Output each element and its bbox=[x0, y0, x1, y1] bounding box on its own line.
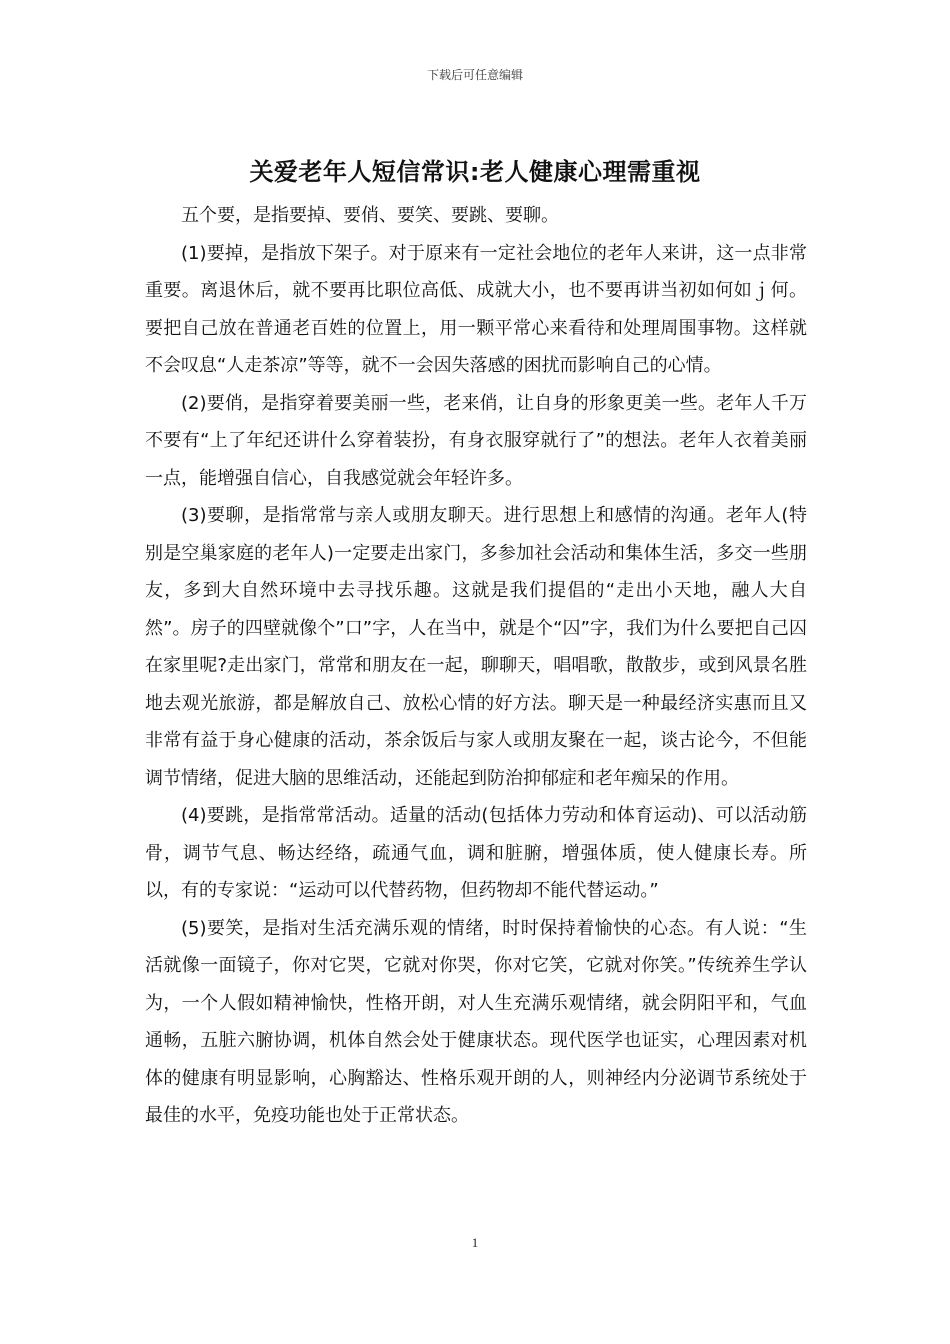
document-title: 关爱老年人短信常识:老人健康心理需重视 bbox=[249, 158, 701, 186]
page-number: 1 bbox=[471, 1235, 479, 1250]
paragraph-1: (1)要掉，是指放下架子。对于原来有一定社会地位的老年人来讲，这一点非常重要。离退休后，就不要再比职位高低、成就大小，也不要再讲当初如何如ｊ何。要把自己放在普通老百姓的位置上，用一颗平常心来看待和处理周围事物。这样就不会叹息“人走茶凉”等等，就不一会因失落感的困扰而影响自己的心情。 bbox=[145, 242, 807, 376]
document-body bbox=[145, 197, 807, 1135]
paragraph-2: (2)要俏，是指穿着要美丽一些，老来俏，让自身的形象更美一些。老年人千万不要有“上了年纪还讲什么穿着装扮，有身衣服穿就行了”的想法。老年人衣着美丽一点，能增强自信心，自我感觉就会年轻许多。 bbox=[145, 392, 807, 489]
paragraph-4: (4)要跳，是指常常活动。适量的活动(包括体力劳动和体育运动)、可以活动筋骨，调节气息、畅达经络，疏通气血，调和脏腑，增强体质，使人健康长寿。所以，有的专家说：“运动可以代替药物，但药物却不能代替运动。” bbox=[145, 805, 807, 901]
header-note: 下载后可任意编辑 bbox=[426, 68, 523, 82]
paragraph-5: (5)要笑，是指对生活充满乐观的情绪，时时保持着愉快的心态。有人说：“生活就像一面镜子，你对它哭，它就对你哭，你对它笑，它就对你笑。”传统养生学认为，一个人假如精神愉快，性格开朗，对人生充满乐观情绪，就会阴阳平和，气血通畅，五脏六腑协调，机体自然会处于健康状态。现代医学也证实，心理因素对机体的健康有明显影响，心胸豁达、性格乐观开朗的人，则神经内分泌调节系统处于最佳的水平，免疫功能也处于正常状态。 bbox=[145, 917, 807, 1126]
paragraph-3: (3)要聊，是指常常与亲人或朋友聊天。进行思想上和感情的沟通。老年人(特别是空巢家庭的老年人)一定要走出家门，多参加社会活动和集体生活，多交一些朋友，多到大自然环境中去寻找乐趣。这就是我们提倡的“走出小天地，融人大自然”。房子的四壁就像个”口”字，人在当中，就是个“囚”字，我们为什么要把自己囚在家里呢?走出家门，常常和朋友在一起，聊聊天，唱唱歌，散散步，或到风景名胜地去观光旅游，都是解放自己、放松心情的好方法。聊天是一种最经济实惠而且又非常有益于身心健康的活动，茶余饭后与家人或朋友聚在一起，谈古论今，不但能调节情绪，促进大脑的思维活动，还能起到防治抑郁症和老年痴呆的作用。 bbox=[145, 505, 807, 789]
paragraph-intro: 五个要，是指要掉、要俏、要笑、要跳、要聊。 bbox=[181, 205, 559, 226]
